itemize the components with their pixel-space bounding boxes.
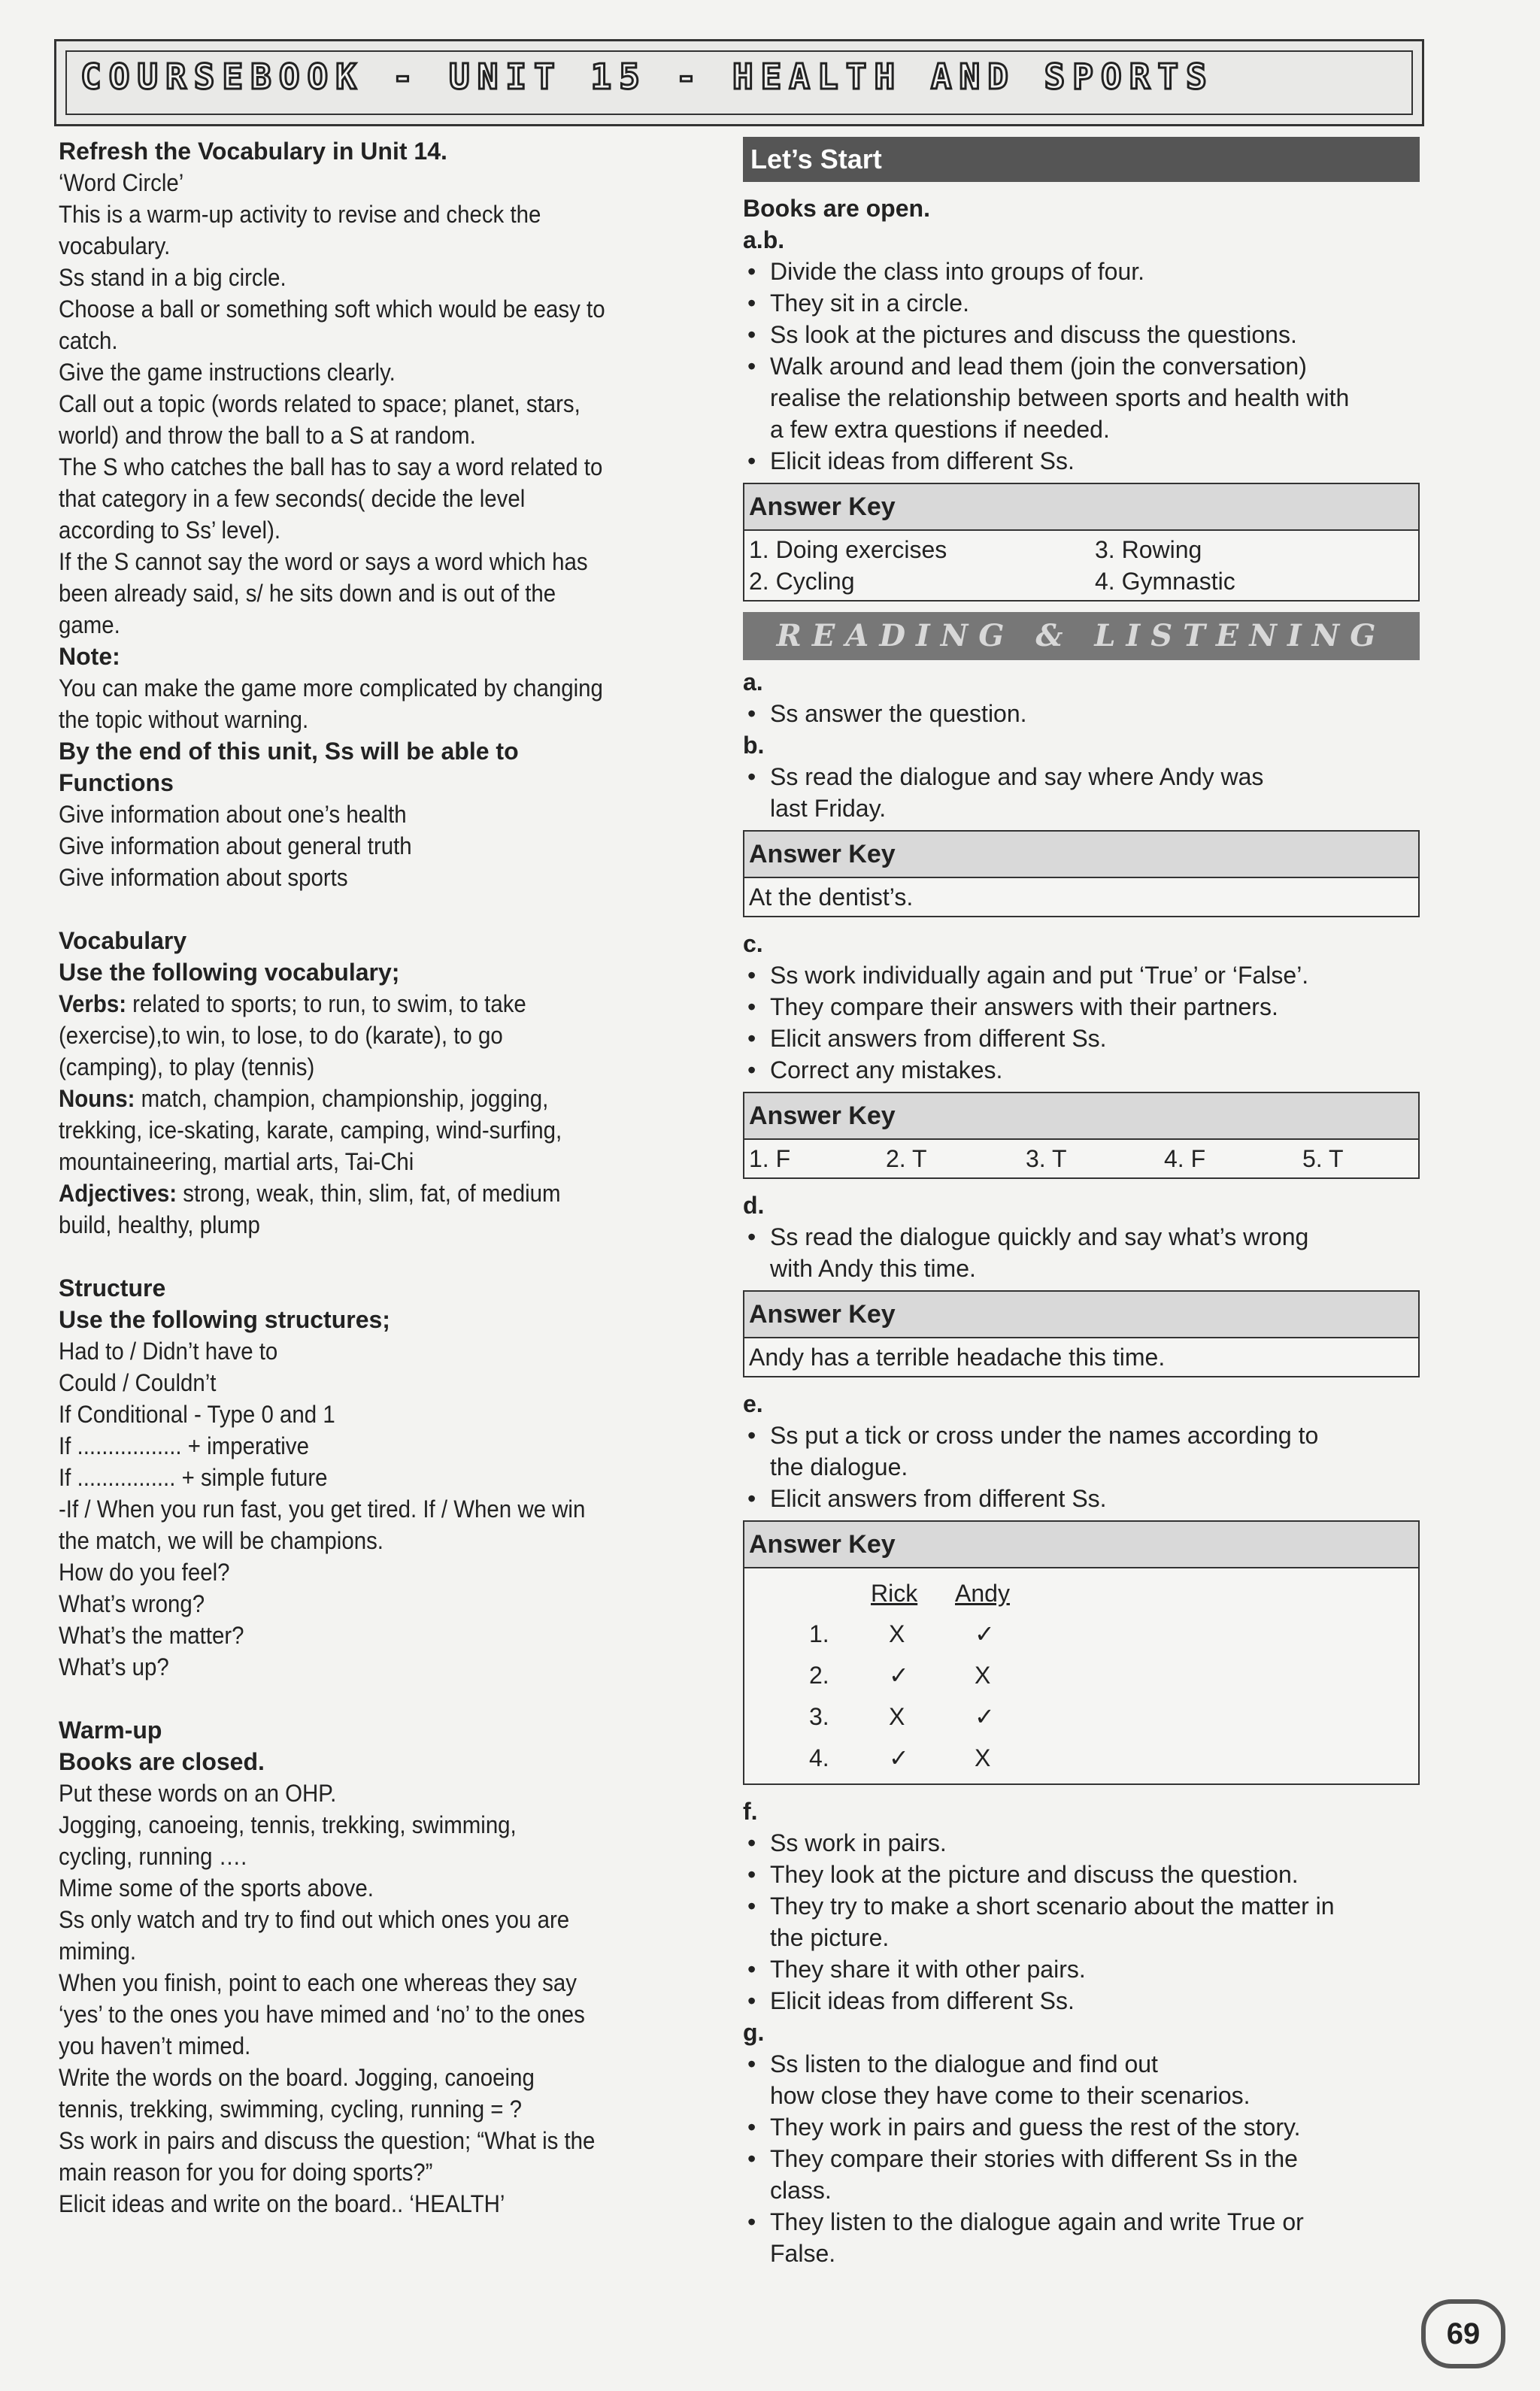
right-column bbox=[743, 135, 1420, 2269]
vocab-text: (camping), to play (tennis) bbox=[59, 1053, 315, 1080]
section-c-bullets bbox=[743, 959, 1420, 1086]
text-line: been already said, s/ he sits down and is out of the bbox=[59, 580, 556, 607]
answer-key-label: Answer Key bbox=[744, 484, 1418, 531]
text-line: What’s up? bbox=[59, 1653, 169, 1680]
text-line: tennis, trekking, swimming, cycling, running = ? bbox=[59, 2096, 523, 2123]
vocabulary-use: Use the following vocabulary; bbox=[59, 959, 400, 986]
text-line: the match, we will be champions. bbox=[59, 1527, 383, 1554]
vocab-line bbox=[59, 1177, 660, 1209]
vocab-line bbox=[59, 1146, 660, 1177]
text-line: Put these words on an OHP. bbox=[59, 1780, 337, 1807]
bullet-text: • They share it with other pairs. bbox=[770, 1956, 1086, 1983]
bullet-text: • They try to make a short scenario about the matter in bbox=[770, 1892, 1335, 1920]
bullet-text: last Friday. bbox=[770, 795, 887, 822]
section-a-bullets bbox=[743, 698, 1420, 729]
text-line: vocabulary. bbox=[59, 232, 171, 259]
text-line: Jogging, canoeing, tennis, trekking, swimming, bbox=[59, 1811, 517, 1838]
bullet-text: • They compare their stories with different Ss in the bbox=[770, 2145, 1298, 2172]
bullet-item bbox=[743, 350, 1420, 445]
structure-use: Use the following structures; bbox=[59, 1306, 390, 1333]
bullet-text: how close they have come to their scenarios. bbox=[770, 2082, 1250, 2109]
text-line: cycling, running …. bbox=[59, 1843, 247, 1870]
answer-key-3-item: 4. F bbox=[1164, 1145, 1206, 1172]
answer-key-1 bbox=[743, 483, 1420, 602]
text-line: When you finish, point to each one whereas they say bbox=[59, 1969, 577, 1996]
refresh-heading: Refresh the Vocabulary in Unit 14. bbox=[59, 138, 447, 165]
page-number: 69 bbox=[1421, 2299, 1505, 2368]
text-line: Give information about sports bbox=[59, 864, 348, 891]
answer-key-1-item: 3. Rowing bbox=[1095, 536, 1202, 563]
section-f-bullets bbox=[743, 1827, 1420, 2017]
text-line: game. bbox=[59, 611, 120, 638]
vocab-line bbox=[59, 1020, 660, 1051]
answer-key-3-item: 3. T bbox=[1026, 1145, 1067, 1172]
section-b-label: b. bbox=[743, 732, 765, 759]
bullet-item bbox=[743, 2048, 1420, 2111]
functions-list bbox=[59, 799, 713, 893]
table-cell: ✓ bbox=[889, 1662, 909, 1689]
table-cell: X bbox=[975, 1662, 991, 1689]
bullet-text: • They look at the picture and discuss the question. bbox=[770, 1861, 1299, 1888]
answer-key-label: Answer Key bbox=[744, 1522, 1418, 1568]
unit-header-frame bbox=[65, 50, 1413, 115]
answer-key-1-item: 1. Doing exercises bbox=[749, 536, 947, 563]
bullet-text: the dialogue. bbox=[770, 1453, 908, 1480]
text-line: Elicit ideas and write on the board.. ‘HEALTH’ bbox=[59, 2190, 505, 2217]
section-g-label: g. bbox=[743, 2019, 765, 2046]
bullet-text: • Ss read the dialogue quickly and say what’s wrong bbox=[770, 1223, 1309, 1250]
section-a-label: a. bbox=[743, 668, 763, 695]
text-line: Ss stand in a big circle. bbox=[59, 264, 286, 291]
section-g-bullets bbox=[743, 2048, 1420, 2269]
text-line: This is a warm-up activity to revise and check the bbox=[59, 201, 541, 228]
bullet-text: • Ss answer the question. bbox=[770, 700, 1027, 727]
bullet-text: • Ss work in pairs. bbox=[770, 1829, 947, 1856]
intro-text bbox=[59, 167, 713, 641]
answer-key-2-text: At the dentist’s. bbox=[749, 883, 914, 911]
vocab-text: build, healthy, plump bbox=[59, 1211, 260, 1238]
bullet-item bbox=[743, 445, 1420, 477]
bullet-item bbox=[743, 1221, 1420, 1284]
bullet-item bbox=[743, 1953, 1420, 1985]
text-line: catch. bbox=[59, 327, 118, 354]
text-line: ‘Word Circle’ bbox=[59, 169, 184, 196]
bullet-item bbox=[743, 2111, 1420, 2143]
structure-heading: Structure bbox=[59, 1274, 166, 1302]
bullet-item bbox=[743, 959, 1420, 991]
answer-key-1-item: 2. Cycling bbox=[749, 568, 855, 595]
answer-key-5 bbox=[743, 1520, 1420, 1785]
bullet-item bbox=[743, 1054, 1420, 1086]
bullet-item bbox=[743, 1023, 1420, 1054]
functions-heading: Functions bbox=[59, 769, 174, 796]
vocab-text: related to sports; to run, to swim, to take bbox=[126, 990, 526, 1017]
answer-key-4-text: Andy has a terrible headache this time. bbox=[749, 1344, 1166, 1371]
text-line: Give information about general truth bbox=[59, 832, 412, 859]
text-line: Could / Couldn’t bbox=[59, 1369, 217, 1396]
bullet-item bbox=[743, 761, 1420, 824]
text-line: Had to / Didn’t have to bbox=[59, 1338, 278, 1365]
bullet-text: • They listen to the dialogue again and write True or bbox=[770, 2208, 1304, 2235]
table-row-number: 1. bbox=[809, 1620, 829, 1647]
vocab-text: match, champion, championship, jogging, bbox=[135, 1085, 549, 1112]
table-row-number: 3. bbox=[809, 1703, 829, 1730]
section-d-bullets bbox=[743, 1221, 1420, 1284]
vocab-text: (exercise),to win, to lose, to do (karate), to go bbox=[59, 1022, 503, 1049]
text-line: Write the words on the board. Jogging, canoeing bbox=[59, 2064, 535, 2091]
table-cell: X bbox=[975, 1744, 991, 1771]
answer-key-4 bbox=[743, 1290, 1420, 1377]
bullet-item bbox=[743, 1483, 1420, 1514]
column-header-rick: Rick bbox=[871, 1580, 918, 1607]
table-row-number: 2. bbox=[809, 1662, 829, 1689]
bullet-text: • Ss look at the pictures and discuss the questions. bbox=[770, 321, 1297, 348]
text-line: Ss work in pairs and discuss the question; “What is the bbox=[59, 2127, 596, 2154]
bullet-item bbox=[743, 1827, 1420, 1859]
section-e-bullets bbox=[743, 1420, 1420, 1514]
text-line: The S who catches the ball has to say a word related to bbox=[59, 453, 603, 480]
text-line: Choose a ball or something soft which would be easy to bbox=[59, 295, 605, 323]
column-header-andy: Andy bbox=[955, 1580, 1010, 1607]
answer-key-3-item: 5. T bbox=[1302, 1145, 1344, 1172]
text-line: If the S cannot say the word or says a word which has bbox=[59, 548, 588, 575]
text-line: Call out a topic (words related to space; planet, stars, bbox=[59, 390, 581, 417]
lets-start-heading: Let’s Start bbox=[743, 137, 1420, 182]
bullet-item bbox=[743, 698, 1420, 729]
bullet-text: • Correct any mistakes. bbox=[770, 1056, 1003, 1083]
text-line: ‘yes’ to the ones you have mimed and ‘no’ to the ones bbox=[59, 2001, 585, 2028]
section-f-label: f. bbox=[743, 1798, 758, 1825]
bullet-item bbox=[743, 2143, 1420, 2206]
end-of-unit-heading: By the end of this unit, Ss will be able to bbox=[59, 738, 519, 765]
bullet-text: • Ss read the dialogue and say where Andy was bbox=[770, 763, 1264, 790]
bullet-text: • Ss listen to the dialogue and find out bbox=[770, 2050, 1158, 2077]
answer-key-3-item: 1. F bbox=[749, 1145, 791, 1172]
text-line: miming. bbox=[59, 1938, 137, 1965]
section-c-label: c. bbox=[743, 930, 763, 957]
text-line: that category in a few seconds( decide the level bbox=[59, 485, 526, 512]
vocab-line bbox=[59, 1209, 660, 1241]
text-line: main reason for you for doing sports?” bbox=[59, 2159, 433, 2186]
reading-listening-title: READING & LISTENING bbox=[776, 618, 1387, 653]
table-cell: ✓ bbox=[975, 1620, 995, 1647]
note-text bbox=[59, 672, 713, 735]
bullet-item bbox=[743, 319, 1420, 350]
vocab-label: Nouns: bbox=[59, 1085, 135, 1112]
text-line: the topic without warning. bbox=[59, 706, 309, 733]
section-e-label: e. bbox=[743, 1390, 763, 1417]
bullet-text: with Andy this time. bbox=[770, 1255, 976, 1282]
vocab-label: Verbs: bbox=[59, 990, 127, 1017]
vocab-line bbox=[59, 1051, 660, 1083]
text-line: -If / When you run fast, you get tired. If / When we win bbox=[59, 1496, 586, 1523]
text-line: If ................. + imperative bbox=[59, 1432, 309, 1459]
note-heading: Note: bbox=[59, 643, 120, 670]
text-line: Mime some of the sports above. bbox=[59, 1874, 374, 1902]
answer-key-1-item: 4. Gymnastic bbox=[1095, 568, 1235, 595]
text-line: Give the game instructions clearly. bbox=[59, 359, 396, 386]
bullet-text: • Walk around and lead them (join the conversation) bbox=[770, 353, 1307, 380]
reading-listening-heading bbox=[743, 612, 1420, 660]
text-line: world) and throw the ball to a S at random. bbox=[59, 422, 476, 449]
bullet-text: • They compare their answers with their partners. bbox=[770, 993, 1278, 1020]
bullet-text: • Elicit answers from different Ss. bbox=[770, 1485, 1107, 1512]
left-column bbox=[59, 135, 713, 2220]
unit-title: COURSEBOOK - UNIT 15 - HEALTH AND SPORTS bbox=[80, 56, 1214, 97]
bullet-item bbox=[743, 1420, 1420, 1483]
bullet-item bbox=[743, 1859, 1420, 1890]
vocab-line bbox=[59, 988, 660, 1020]
answer-key-3 bbox=[743, 1092, 1420, 1179]
vocab-line bbox=[59, 1114, 660, 1146]
books-open: Books are open. bbox=[743, 195, 930, 222]
text-line: according to Ss’ level). bbox=[59, 517, 281, 544]
text-line: Ss only watch and try to find out which ones you are bbox=[59, 1906, 570, 1933]
text-line: Give information about one’s health bbox=[59, 801, 407, 828]
bullet-text: • They work in pairs and guess the rest of the story. bbox=[770, 2114, 1301, 2141]
vocab-text: mountaineering, martial arts, Tai-Chi bbox=[59, 1148, 414, 1175]
answer-key-label: Answer Key bbox=[744, 1093, 1418, 1140]
vocabulary-list bbox=[59, 988, 713, 1241]
bullet-item bbox=[743, 991, 1420, 1023]
bullet-item bbox=[743, 287, 1420, 319]
bullet-text: class. bbox=[770, 2177, 832, 2204]
answer-key-3-item: 2. T bbox=[886, 1145, 927, 1172]
bullet-text: False. bbox=[770, 2240, 836, 2267]
bullet-text: • Ss put a tick or cross under the names according to bbox=[770, 1422, 1319, 1449]
bullet-item bbox=[743, 1890, 1420, 1953]
answer-key-2 bbox=[743, 830, 1420, 917]
table-cell: ✓ bbox=[975, 1703, 995, 1730]
vocab-label: Adjectives: bbox=[59, 1180, 177, 1207]
tick-cross-table bbox=[744, 1568, 1418, 1783]
bullet-text: • Divide the class into groups of four. bbox=[770, 258, 1145, 285]
bullet-text: • They sit in a circle. bbox=[770, 289, 969, 317]
vocabulary-heading: Vocabulary bbox=[59, 927, 187, 954]
vocab-text: trekking, ice-skating, karate, camping, wind-surfing, bbox=[59, 1117, 562, 1144]
text-line: you haven’t mimed. bbox=[59, 2032, 251, 2059]
structure-list bbox=[59, 1335, 713, 1683]
bullet-item bbox=[743, 256, 1420, 287]
warmup-steps bbox=[59, 1777, 713, 2220]
table-cell: X bbox=[889, 1620, 905, 1647]
text-line: You can make the game more complicated by changing bbox=[59, 674, 603, 702]
table-cell: ✓ bbox=[889, 1744, 909, 1771]
table-row-number: 4. bbox=[809, 1744, 829, 1771]
bullet-text: • Ss work individually again and put ‘True’ or ‘False’. bbox=[770, 962, 1309, 989]
section-ab-bullets bbox=[743, 256, 1420, 477]
bullet-text: the picture. bbox=[770, 1924, 890, 1951]
table-cell: X bbox=[889, 1703, 905, 1730]
answer-key-label: Answer Key bbox=[744, 1292, 1418, 1338]
section-b-bullets bbox=[743, 761, 1420, 824]
text-line: If ................ + simple future bbox=[59, 1464, 328, 1491]
bullet-text: • Elicit ideas from different Ss. bbox=[770, 447, 1075, 474]
text-line: What’s wrong? bbox=[59, 1590, 205, 1617]
section-d-label: d. bbox=[743, 1192, 765, 1219]
bullet-text: • Elicit ideas from different Ss. bbox=[770, 1987, 1075, 2014]
bullet-item bbox=[743, 1985, 1420, 2017]
text-line: If Conditional - Type 0 and 1 bbox=[59, 1401, 335, 1428]
section-ab-label: a.b. bbox=[743, 226, 785, 253]
unit-header bbox=[54, 39, 1424, 126]
bullet-text: realise the relationship between sports and health with bbox=[770, 384, 1350, 411]
warmup-books-closed: Books are closed. bbox=[59, 1748, 265, 1775]
warmup-heading: Warm-up bbox=[59, 1717, 162, 1744]
text-line: How do you feel? bbox=[59, 1559, 230, 1586]
bullet-text: • Elicit answers from different Ss. bbox=[770, 1025, 1107, 1052]
vocab-text: strong, weak, thin, slim, fat, of medium bbox=[177, 1180, 561, 1207]
bullet-item bbox=[743, 2206, 1420, 2269]
bullet-text: a few extra questions if needed. bbox=[770, 416, 1110, 443]
text-line: What’s the matter? bbox=[59, 1622, 244, 1649]
vocab-line bbox=[59, 1083, 660, 1114]
answer-key-label: Answer Key bbox=[744, 832, 1418, 878]
